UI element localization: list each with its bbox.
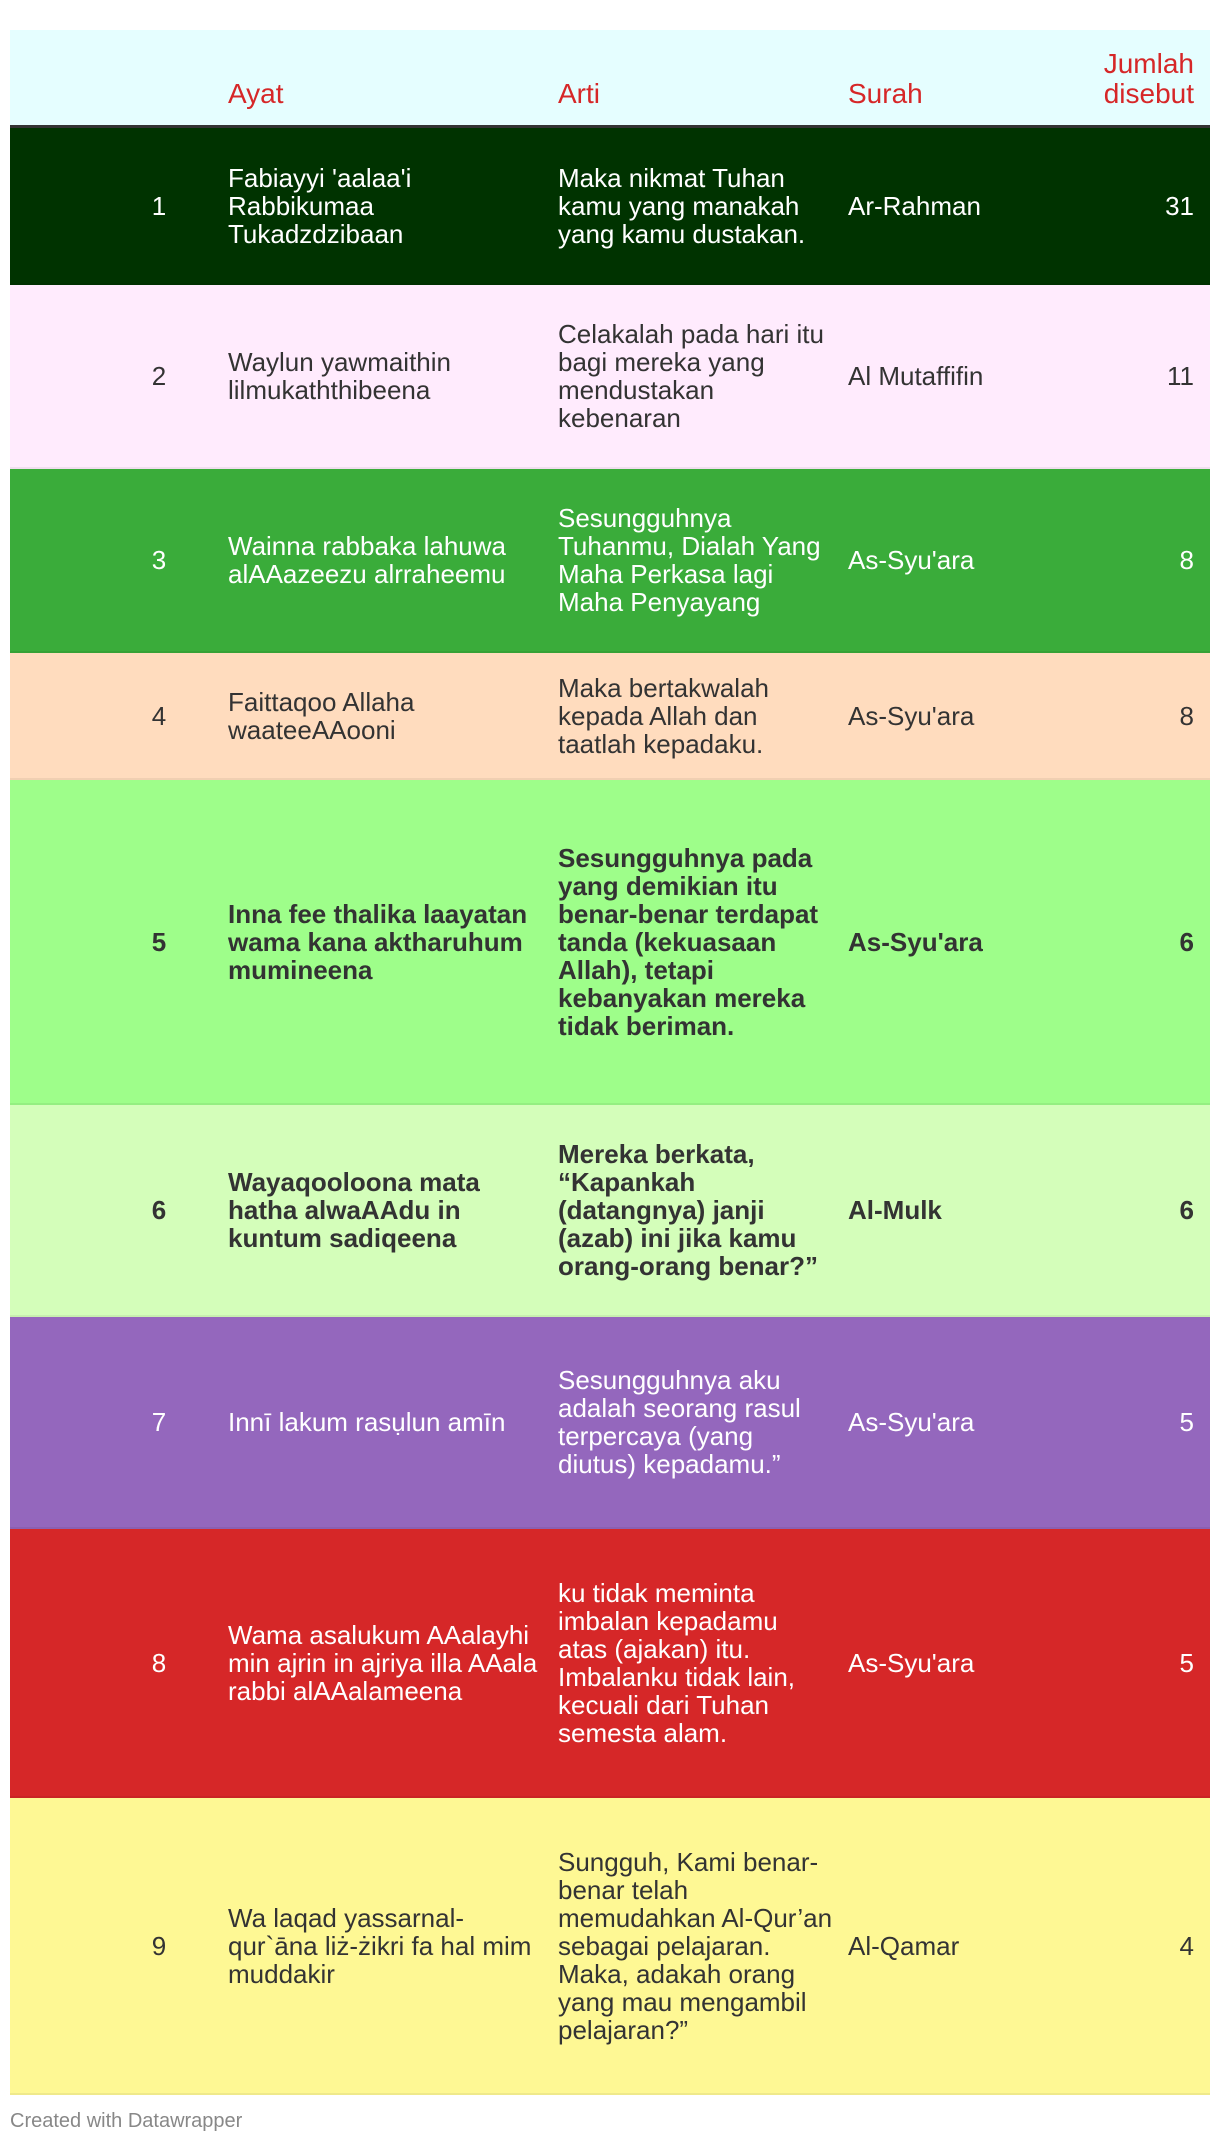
cell-surah: Al Mutaffifin [848, 361, 984, 391]
cell-arti: Sesungguhnya pada yang demikian itu benar-benar terdapat tanda (kekuasaan Allah), tetapi kebanyakan mereka tidak beriman. [558, 842, 819, 1041]
cell-jumlah: 4 [1179, 1930, 1194, 1961]
cell-arti: Sesungguhnya aku adalah seorang rasul terpercaya (yang diutus) kepadamu.” [558, 1365, 801, 1479]
cell-arti: ku tidak meminta imbalan kepadamu atas (ajakan) itu. Imbalanku tidak lain, kecuali dari Tuhan semesta alam. [558, 1577, 796, 1748]
cell-jumlah: 31 [1165, 190, 1194, 221]
cell-jumlah: 8 [1179, 545, 1194, 575]
cell-no: 5 [151, 926, 167, 957]
table-row [10, 780, 1210, 1105]
cell-ayat: Wayaqooloona mata hatha alwaAAdu in kuntum sadiqeena [228, 1167, 480, 1253]
cell-jumlah: 11 [1167, 361, 1194, 391]
cell-no: 7 [151, 1407, 167, 1437]
cell-no: 4 [151, 700, 167, 731]
table-row [10, 469, 1210, 653]
cell-jumlah: 5 [1179, 1647, 1194, 1678]
table-row [10, 1105, 1210, 1317]
cell-jumlah: 6 [1179, 1195, 1194, 1225]
cell-no: 8 [151, 1647, 167, 1678]
cell-arti: Sungguh, Kami benar-benar telah memudahkan Al-Qur’an sebagai pelajaran. Maka, adakah orang yang mau mengambil pelajaran?” [558, 1846, 833, 2045]
cell-no: 3 [151, 545, 167, 575]
table-row [10, 1317, 1210, 1529]
cell-arti: Maka bertakwalah kepada Allah dan taatlah kepadaku. [558, 672, 769, 759]
cell-no: 9 [151, 1930, 167, 1961]
cell-jumlah: 5 [1179, 1407, 1194, 1437]
cell-jumlah: 8 [1179, 700, 1194, 731]
table-row [10, 1798, 1210, 2095]
cell-ayat: Wama asalukum AAalayhi min ajrin in ajriya illa AAala rabbi alAAalameena [228, 1619, 538, 1706]
header-no[interactable] [10, 109, 228, 125]
table-row [10, 1529, 1210, 1798]
cell-arti: Celakalah pada hari itu bagi mereka yang mendustakan kebenaran [558, 319, 824, 433]
cell-jumlah: 6 [1179, 926, 1194, 957]
table-body [10, 128, 1210, 2095]
cell-arti: Sesungguhnya Tuhanmu, Dialah Yang Maha Perkasa lagi Maha Penyayang [558, 503, 821, 617]
table-row [10, 285, 1210, 469]
cell-ayat: Wa laqad yassarnal-qur`āna liż-żikri fa hal mim muddakir [228, 1902, 532, 1989]
table-row [10, 653, 1210, 780]
cell-surah: As-Syu'ara [848, 545, 975, 575]
cell-surah: Al-Qamar [848, 1930, 960, 1961]
cell-no: 2 [151, 361, 167, 391]
table-header [10, 30, 1210, 128]
cell-arti: Maka nikmat Tuhan kamu yang manakah yang kamu dustakan. [558, 162, 806, 249]
cell-no: 6 [151, 1195, 167, 1225]
cell-ayat: Innī lakum rasụlun amīn [228, 1407, 506, 1437]
header-arti[interactable]: Arti [558, 78, 600, 109]
cell-ayat: Inna fee thalika laayatan wama kana aktharuhum mumineena [228, 898, 528, 985]
cell-surah: As-Syu'ara [848, 700, 975, 731]
header-surah[interactable]: Surah [848, 78, 923, 109]
cell-surah: As-Syu'ara [848, 926, 983, 957]
cell-ayat: Waylun yawmaithin lilmukaththibeena [228, 347, 452, 405]
footer-credit: Created with Datawrapper [10, 2110, 243, 2132]
cell-no: 1 [151, 190, 167, 221]
header-ayat[interactable]: Ayat [228, 78, 284, 109]
cell-arti: Mereka berkata, “Kapankah (datangnya) janji (azab) ini jika kamu orang-orang benar?” [558, 1139, 819, 1281]
data-table [10, 30, 1210, 2095]
cell-surah: Ar-Rahman [848, 190, 981, 221]
cell-surah: Al-Mulk [848, 1195, 942, 1225]
table-row [10, 128, 1210, 285]
cell-surah: As-Syu'ara [848, 1407, 975, 1437]
cell-ayat: Faittaqoo Allaha waateeAAooni [228, 686, 415, 745]
header-jumlah[interactable]: Jumlah disebut [1103, 48, 1194, 109]
cell-ayat: Wainna rabbaka lahuwa alAAazeezu alrraheemu [228, 531, 506, 589]
cell-ayat: Fabiayyi 'aalaa'i Rabbikumaa Tukadzdzibaan [228, 162, 412, 249]
cell-surah: As-Syu'ara [848, 1647, 975, 1678]
